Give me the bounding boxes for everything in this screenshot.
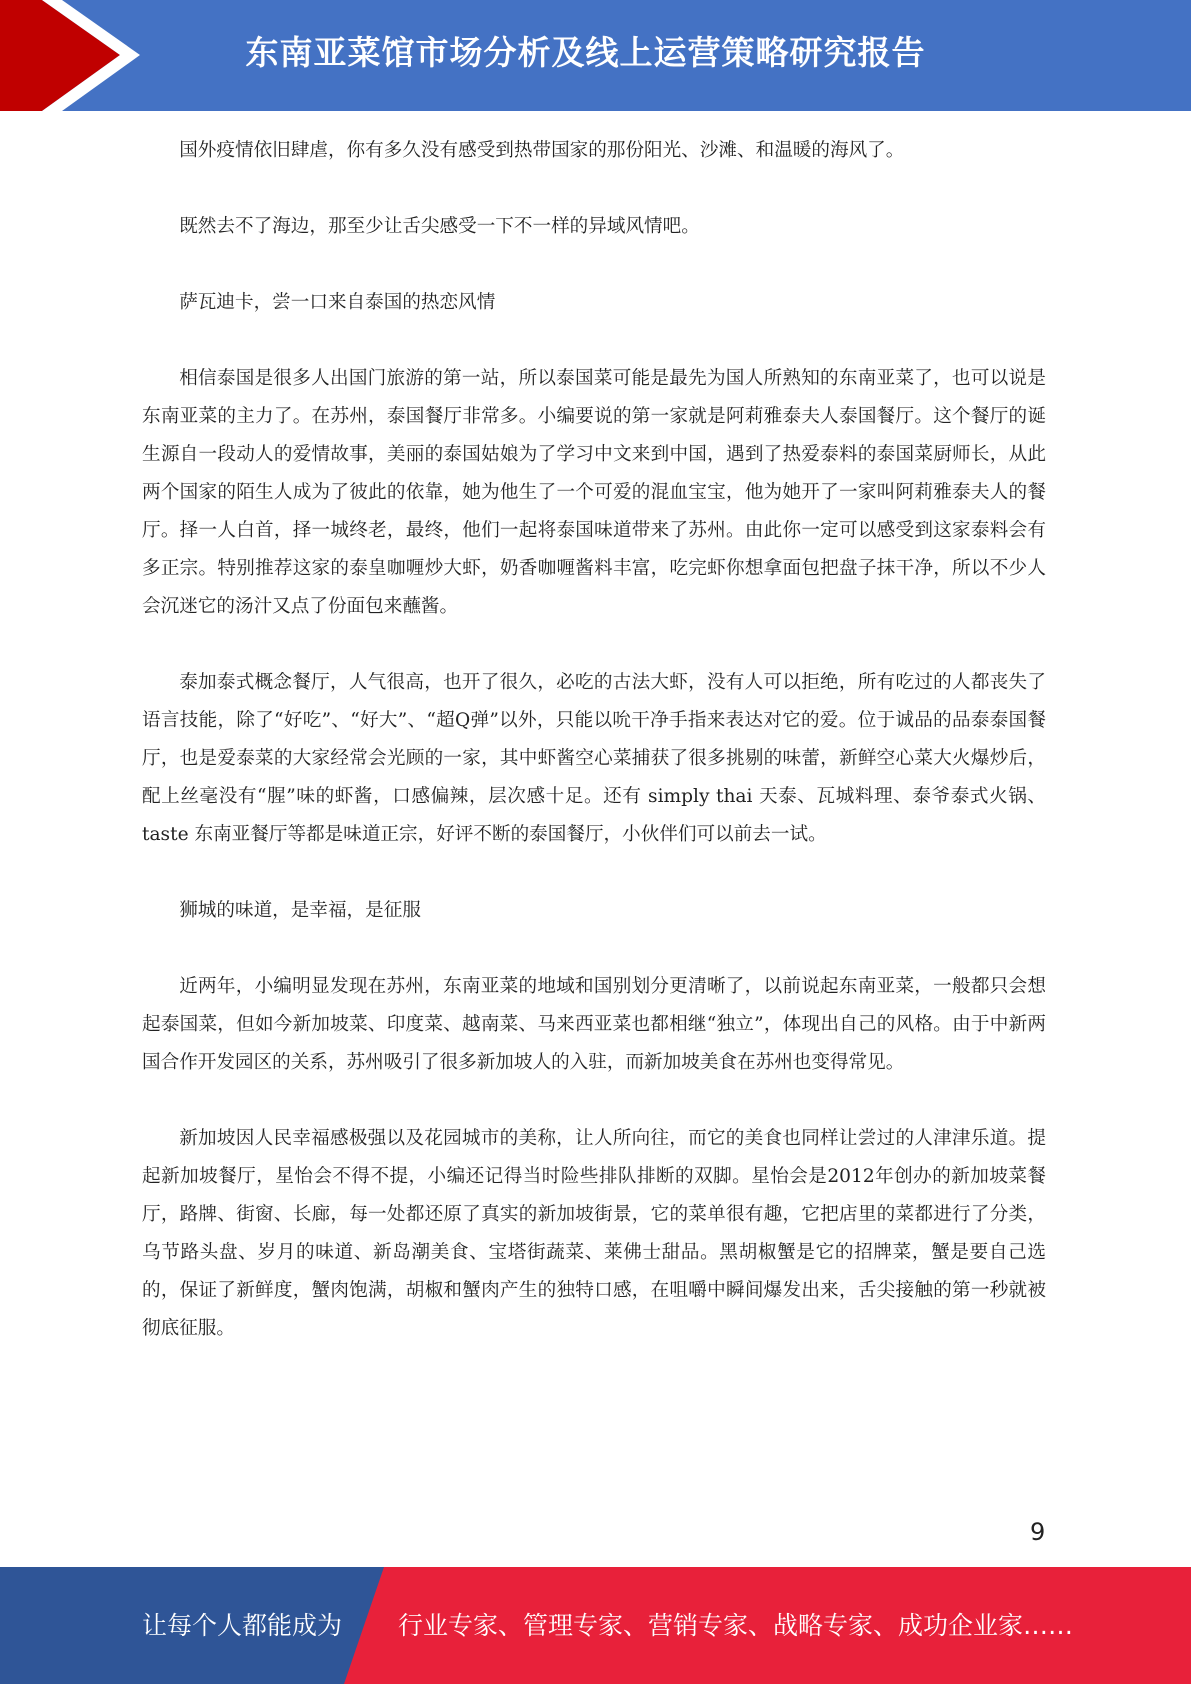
footer-slogan-left: 让每个人都能成为 [142, 1611, 343, 1640]
paragraph-suzhou-trend: 近两年，小编明显发现在苏州，东南亚菜的地域和国别划分更清晰了，以前说起东南亚菜，一般都只会想起泰国菜，但如今新加坡菜、印度菜、越南菜、马来西亚菜也都相继“独立”，体现出自己的风格。由于中新两国合作开发园区的关系，苏州吸引了很多新加坡人的入驻，而新加坡美食在苏州也变得常见。 [142, 976, 1046, 1073]
footer-slogan-right: 行业专家、管理专家、营销专家、战略专家、成功企业家…… [398, 1611, 1074, 1640]
page-header [0, 0, 1191, 111]
paragraph-thai-restaurant: 相信泰国是很多人出国门旅游的第一站，所以泰国菜可能是最先为国人所熟知的东南亚菜了，也可以说是东南亚菜的主力了。在苏州，泰国餐厅非常多。小编要说的第一家就是阿莉雅泰夫人泰国餐厅。这个餐厅的诞生源自一段动人的爱情故事，美丽的泰国姑娘为了学习中文来到中国，遇到了热爱泰料的泰国菜厨师长，从此两个国家的陌生人成为了彼此的依靠，她为他生了一个可爱的混血宝宝，他为她开了一家叫阿莉雅泰夫人的餐厅。择一人白首，择一城终老，最终，他们一起将泰国味道带来了苏州。由此你一定可以感受到这家泰料会有多正宗。特别推荐这家的泰皇咖喱炒大虾，奶香咖喱酱料丰富，吃完虾你想拿面包把盘子抹干净，所以不少人会沉迷它的汤汁又点了份面包来蘸酱。 [142, 368, 1046, 617]
report-title: 东南亚菜馆市场分析及线上运营策略研究报告 [245, 33, 926, 72]
section-heading-thai: 萨瓦迪卡，尝一口来自泰国的热恋风情 [179, 292, 496, 313]
page-footer [0, 1567, 1191, 1684]
paragraph-seaside: 既然去不了海边，那至少让舌尖感受一下不一样的异域风情吧。 [179, 216, 700, 237]
paragraph-singapore-restaurant: 新加坡因人民幸福感极强以及花园城市的美称，让人所向往，而它的美食也同样让尝过的人津津乐道。提起新加坡餐厅，星怡会不得不提，小编还记得当时险些排队排断的双脚。星怡会是2012年创办的新加坡菜餐厅，路牌、街窗、长廊，每一处都还原了真实的新加坡街景，它的菜单很有趣，它把店里的菜都进行了分类，乌节路头盘、岁月的味道、新岛潮美食、宝塔街蔬菜、莱佛士甜品。黑胡椒蟹是它的招牌菜，蟹是要自己选的，保证了新鲜度，蟹肉饱满，胡椒和蟹肉产生的独特口感，在咀嚼中瞬间爆发出来，舌尖接触的第一秒就被彻底征服。 [142, 1128, 1046, 1339]
paragraph-thai-concept: 泰加泰式概念餐厅，人气很高，也开了很久，必吃的古法大虾，没有人可以拒绝，所有吃过的人都丧失了语言技能，除了“好吃”、“好大”、“超Q弹”以外，只能以吮干净手指来表达对它的爱。位于诚品的品泰泰国餐厅，也是爱泰菜的大家经常会光顾的一家，其中虾酱空心菜捕获了很多挑剔的味蕾，新鲜空心菜大火爆炒后，配上丝毫没有“腥”味的虾酱，口感偏辣，层次感十足。还有 simply thai 天泰、瓦城料理、泰爷泰式火锅、taste 东南亚餐厅等都是味道正宗，好评不断的泰国餐厅，小伙伴们可以前去一试。 [142, 672, 1046, 845]
header-arrow-decoration [0, 0, 160, 111]
paragraph-intro: 国外疫情依旧肆虐，你有多久没有感受到热带国家的那份阳光、沙滩、和温暖的海风了。 [179, 140, 905, 161]
section-heading-singapore: 狮城的味道，是幸福，是征服 [179, 900, 421, 921]
page-number: 9 [1030, 1518, 1046, 1546]
document-body [142, 132, 1046, 1348]
